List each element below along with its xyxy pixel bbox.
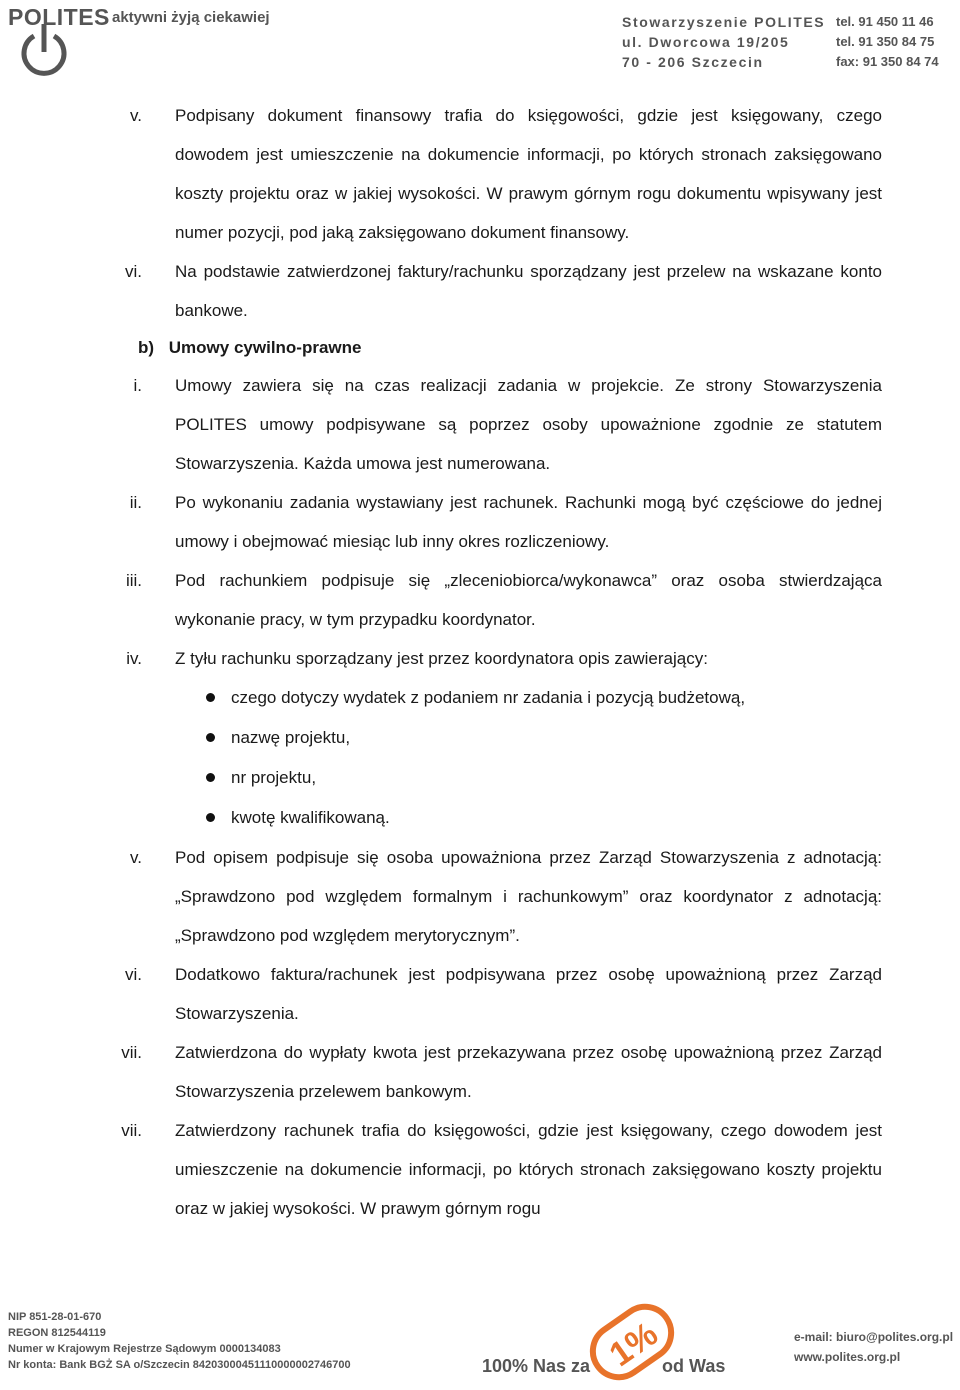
list-item	[0, 639, 960, 678]
item-label: vi.	[125, 965, 142, 984]
item-label: iii.	[125, 571, 142, 590]
bullet-icon	[206, 813, 215, 822]
percent-logo-text: 1%	[602, 1314, 665, 1375]
list-item	[0, 1033, 960, 1111]
item-text: Po wykonaniu zadania wystawiany jest rachunek. Rachunki mogą być częściowe do jednej umowy i obejmować miesiąc lub inny okres rozliczeniowy.	[175, 493, 882, 551]
item-label: iv.	[126, 649, 142, 668]
phone-line: tel. 91 450 11 46	[836, 14, 934, 29]
contact-block	[794, 1327, 953, 1367]
bullet-item	[231, 718, 960, 758]
fax-line: fax: 91 350 84 74	[836, 54, 939, 69]
bullet-icon	[206, 773, 215, 782]
item-label: vii.	[121, 1043, 142, 1062]
power-icon	[20, 20, 68, 86]
bank-account: Nr konta: Bank BGŻ SA o/Szczecin 84203000451110000002746700	[8, 1359, 351, 1371]
item-label: ii.	[129, 493, 142, 512]
bullet-item	[231, 798, 960, 838]
item-label: v.	[130, 848, 142, 867]
phone-block	[836, 12, 939, 72]
item-text: Na podstawie zatwierdzonej faktury/rachunku sporządzany jest przelew na wskazane konto bankowe.	[175, 262, 882, 320]
list-item	[0, 1111, 960, 1228]
address-line: 70 - 206 Szczecin	[622, 54, 764, 70]
item-text: Umowy zawiera się na czas realizacji zadania w projekcie. Ze strony Stowarzyszenia POLITES umowy podpisywane są poprzez osoby upoważnione zgodnie ze statutem Stowarzyszenia. Każda umowa jest numerowana.	[175, 376, 882, 473]
bullet-text: nr projektu,	[231, 768, 317, 787]
item-text: Zatwierdzony rachunek trafia do księgowości, gdzie jest księgowany, czego dowodem jest umieszczenie na dokumencie informacji, po których stronach zaksięgowano koszty projektu oraz w jakiej wysokości. W prawym górnym rogu	[175, 1121, 882, 1218]
item-label: v.	[130, 106, 142, 125]
list-item	[0, 838, 960, 955]
item-text: Podpisany dokument finansowy trafia do księgowości, gdzie jest księgowany, czego dowodem jest umieszczenie na dokumencie informacji, po których stronach zaksięgowano koszty projektu oraz w jakiej wysokości. W prawym górnym rogu dokumentu wpisywany jest numer pozycji, pod jaką zaksięgowano dokument finansowy.	[175, 106, 882, 242]
address-block	[622, 12, 825, 72]
nip: NIP 851-28-01-670	[8, 1311, 102, 1323]
krs: Numer w Krajowym Rejestrze Sądowym 0000134083	[8, 1343, 281, 1355]
list-item	[0, 561, 960, 639]
item-text: Z tyłu rachunku sporządzany jest przez koordynatora opis zawierający:	[175, 649, 708, 668]
address-line: ul. Dworcowa 19/205	[622, 34, 790, 50]
bullet-list	[0, 678, 960, 838]
bullet-icon	[206, 733, 215, 742]
address-line: Stowarzyszenie POLITES	[622, 14, 826, 30]
section-title: Umowy cywilno-prawne	[168, 338, 362, 357]
section-label: b)	[138, 338, 155, 357]
tagline: aktywni żyją ciekawiej	[112, 9, 270, 26]
item-label: vi.	[125, 262, 142, 281]
list-item	[0, 366, 960, 483]
section-heading	[138, 330, 960, 366]
footer	[0, 1290, 960, 1390]
item-label: i.	[133, 376, 142, 395]
bullet-item	[231, 758, 960, 798]
website-link[interactable]: www.polites.org.pl	[794, 1350, 901, 1364]
phone-line: tel. 91 350 84 75	[836, 34, 935, 49]
letterhead	[0, 0, 960, 88]
item-text: Dodatkowo faktura/rachunek jest podpisywana przez osobę upoważnioną przez Zarząd Stowarzyszenia.	[175, 965, 882, 1023]
item-text: Pod rachunkiem podpisuje się „zleceniobiorca/wykonawca” oraz osoba stwierdzająca wykonanie pracy, w tym przypadku koordynator.	[175, 571, 882, 629]
bullet-text: czego dotyczy wydatek z podaniem nr zadania i pozycją budżetową,	[231, 688, 746, 707]
item-label: vii.	[121, 1121, 142, 1140]
slogan-right: od Was	[662, 1356, 726, 1376]
bullet-item	[231, 678, 960, 718]
bullet-text: nazwę projektu,	[231, 728, 351, 747]
slogan-left: 100% Nas za	[482, 1356, 591, 1376]
item-text: Pod opisem podpisuje się osoba upoważniona przez Zarząd Stowarzyszenia z adnotacją: „Sprawdzono pod względem formalnym i rachunkowym” oraz koordynator z adnotacją: „Sprawdzono pod względem merytorycznym”.	[175, 848, 882, 945]
email-link[interactable]: e-mail: biuro@polites.org.pl	[794, 1330, 954, 1344]
list-item	[0, 252, 960, 330]
logo-text: POLITES	[8, 4, 110, 30]
document-body	[0, 96, 960, 1228]
registry-block	[8, 1309, 351, 1373]
list-item	[0, 96, 960, 252]
list-item	[0, 955, 960, 1033]
regon: REGON 812544119	[8, 1327, 106, 1339]
bullet-text: kwotę kwalifikowaną.	[231, 808, 390, 827]
list-item	[0, 483, 960, 561]
item-text: Zatwierdzona do wypłaty kwota jest przekazywana przez osobę upoważnioną przez Zarząd Stowarzyszenia przelewem bankowym.	[175, 1043, 882, 1101]
bullet-icon	[206, 693, 215, 702]
